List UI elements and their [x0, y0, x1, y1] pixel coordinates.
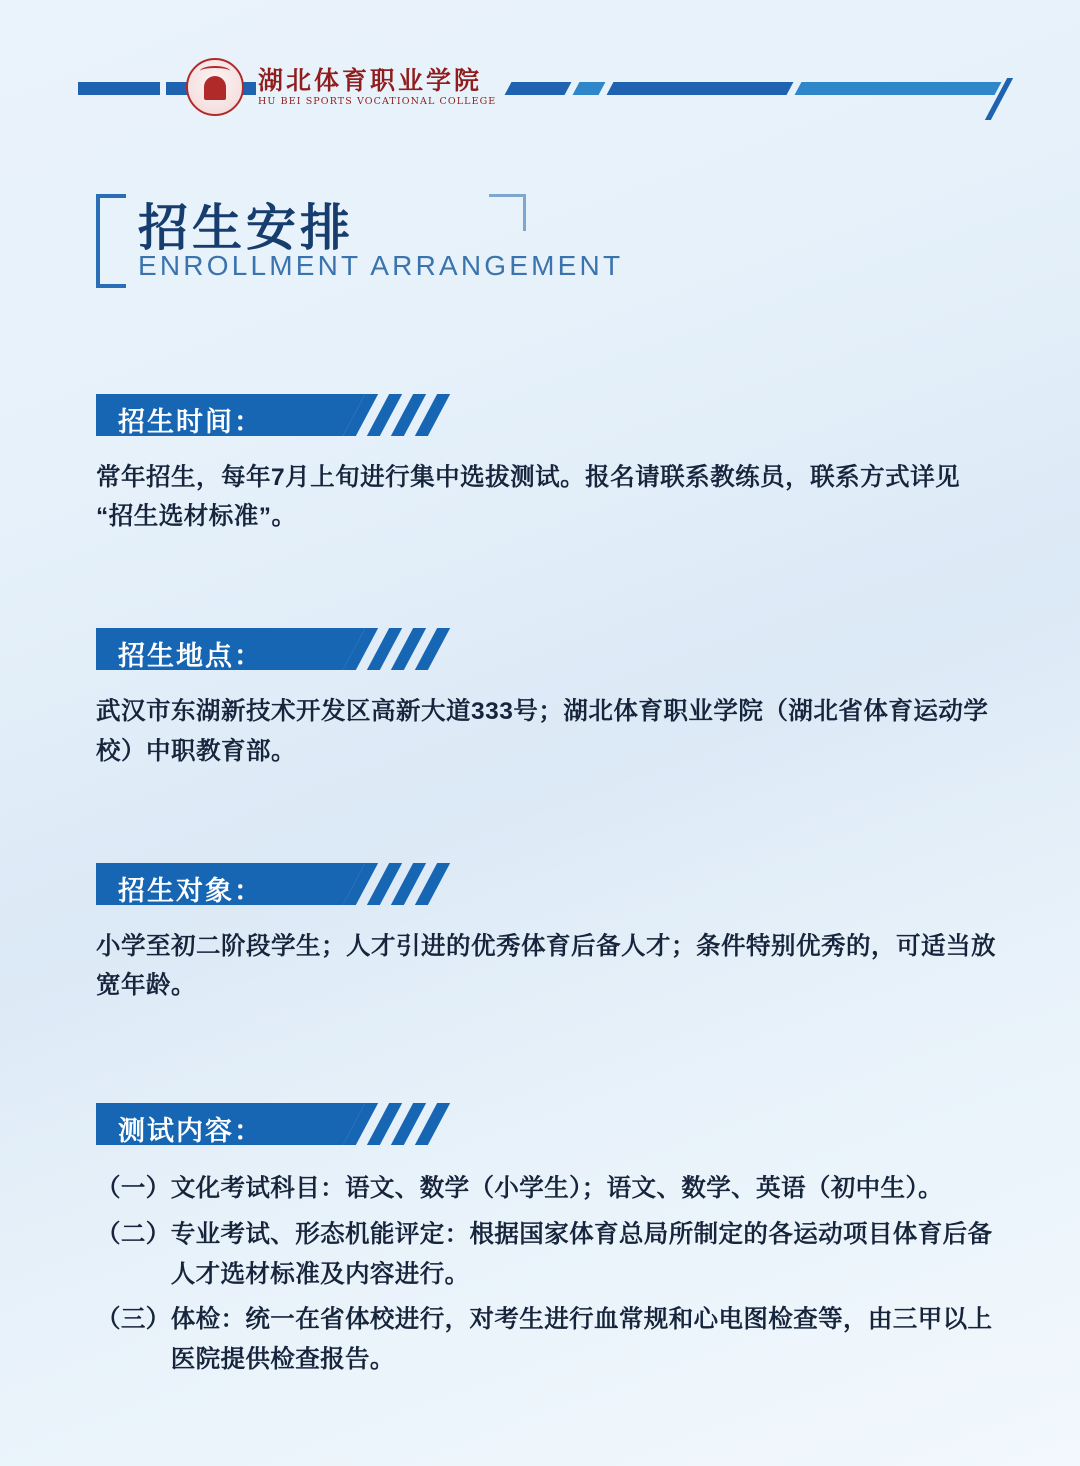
header-bar-5	[607, 82, 794, 95]
header-bar-3	[505, 82, 572, 95]
spacer-3	[0, 1005, 1080, 1103]
heading-slash-decoration	[344, 1103, 454, 1145]
college-logo-text	[258, 67, 496, 108]
college-name-en: HU BEI SPORTS VOCATIONAL COLLEGE	[258, 96, 497, 108]
list-item-text: 体检：统一在省体校进行，对考生进行血常规和心电图检查等，由三甲以上医院提供检查报告。	[170, 1306, 993, 1373]
page-title-en: ENROLLMENT ARRANGEMENT	[138, 250, 624, 281]
section-heading-banner	[96, 628, 448, 670]
header-bar-1	[78, 82, 160, 95]
section-enrollment-time	[96, 394, 1080, 536]
page-title-cn: 招生安排	[138, 199, 354, 257]
spacer-title	[0, 308, 1080, 394]
list-item-text: 专业考试、形态机能评定：根据国家体育总局所制定的各运动项目体育后备人才选材标准及内容进行。	[170, 1220, 993, 1288]
list-item	[96, 1300, 1001, 1379]
list-item	[96, 1215, 1001, 1294]
list-item	[96, 1169, 1001, 1209]
section-heading-banner	[96, 1103, 448, 1145]
section-heading-banner	[96, 394, 448, 436]
title-bracket-right	[489, 194, 526, 231]
section-enrollment-location	[96, 628, 1080, 770]
college-name-cn: 湖北体育职业学院	[258, 65, 483, 95]
list-item-index: （三）	[96, 1306, 171, 1334]
list-item-index: （二）	[96, 1220, 171, 1248]
title-bracket-left	[96, 194, 126, 288]
section-enrollment-target	[96, 863, 1080, 1005]
section-heading-banner	[96, 863, 448, 905]
college-logo	[186, 58, 496, 116]
spacer-2	[0, 771, 1080, 863]
section-body-text: 武汉市东湖新技术开发区高新大道333号；湖北体育职业学院（湖北省体育运动学校）中职教育部。	[96, 698, 989, 765]
header-bar-4	[573, 82, 606, 95]
section-heading-label: 招生时间：	[118, 407, 263, 437]
section-heading-label: 招生对象：	[118, 875, 263, 906]
list-item-index: （一）	[96, 1175, 171, 1203]
heading-slash-decoration	[344, 628, 454, 670]
test-content-list	[96, 1169, 1001, 1379]
section-body-text: 小学至初二阶段学生；人才引进的优秀体育后备人才；条件特别优秀的，可适当放宽年龄。	[96, 932, 996, 999]
spacer-1	[0, 536, 1080, 628]
section-heading-label: 招生地点：	[118, 641, 263, 672]
page-header	[0, 0, 1080, 140]
list-item-text: 文化考试科目：语文、数学（小学生）；语文、数学、英语（初中生）。	[170, 1175, 943, 1203]
page-title	[96, 188, 656, 308]
college-seal-icon	[186, 58, 244, 116]
heading-slash-decoration	[344, 863, 454, 905]
heading-slash-decoration	[344, 394, 454, 436]
section-body-text: 常年招生，每年7月上旬进行集中选拔测试。报名请联系教练员，联系方式详见“招生选材标准”。	[96, 464, 961, 531]
section-test-content	[96, 1103, 1080, 1379]
section-heading-label: 测试内容：	[118, 1116, 263, 1147]
header-bar-6	[795, 82, 1002, 95]
